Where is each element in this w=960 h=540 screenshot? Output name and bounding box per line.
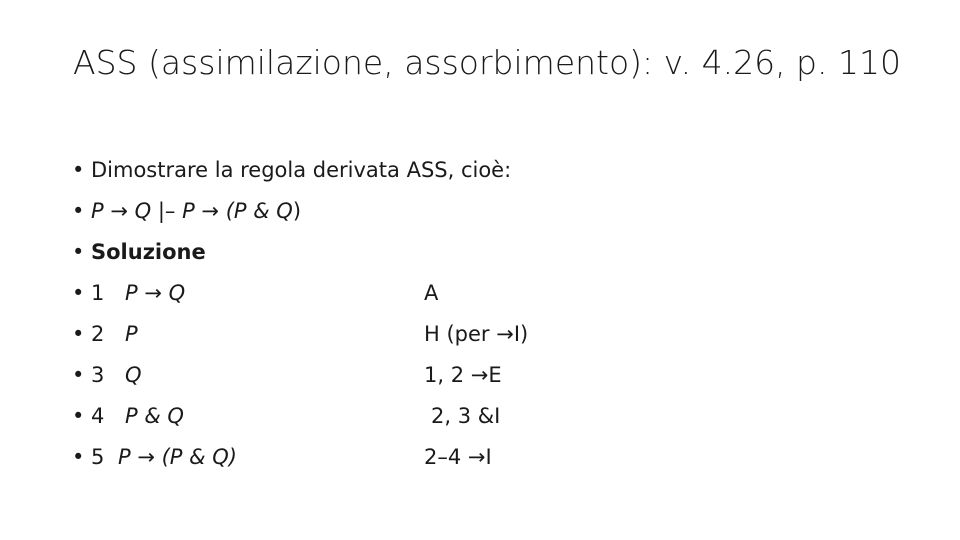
step-justification: H (per →I)	[424, 322, 529, 346]
slide-title: ASS (assimilazione, assorbimento): v. 4.26, p. 110	[73, 43, 901, 82]
intro-text: Dimostrare la regola derivata ASS, cioè:	[91, 158, 512, 182]
step-formula: P & Q	[125, 404, 184, 428]
proof-step	[72, 437, 932, 478]
proof-step	[72, 314, 932, 355]
step-number: 4	[91, 404, 105, 428]
step-formula: Q	[125, 363, 142, 387]
step-justification: A	[424, 281, 439, 305]
content-list	[72, 150, 932, 478]
list-item	[72, 150, 932, 191]
proof-step	[72, 396, 932, 437]
sequent-right-end: )	[292, 199, 302, 223]
step-number: 5	[91, 445, 105, 469]
sequent-left: P → Q	[91, 199, 152, 223]
step-number: 2	[91, 322, 105, 346]
step-number: 1	[91, 281, 105, 305]
step-number: 3	[91, 363, 105, 387]
step-formula: P → Q	[125, 281, 186, 305]
bullet: •	[72, 445, 85, 469]
step-formula: P → (P & Q)	[118, 445, 237, 469]
sequent-right-pq: P & Q	[233, 199, 293, 223]
proof-step	[72, 273, 932, 314]
bullet: •	[72, 158, 85, 182]
step-justification: 2–4 →I	[424, 445, 492, 469]
step-justification: 2, 3 &I	[431, 404, 501, 428]
bullet: •	[72, 240, 85, 264]
solution-label: Soluzione	[91, 240, 206, 264]
step-justification: 1, 2 →E	[424, 363, 502, 387]
bullet: •	[72, 322, 85, 346]
sequent-turnstile: |–	[157, 199, 176, 223]
sequent	[91, 191, 301, 232]
list-item	[72, 232, 932, 273]
sequent-right-start: P → (	[182, 199, 234, 223]
proof-step	[72, 355, 932, 396]
bullet: •	[72, 363, 85, 387]
bullet: •	[72, 281, 85, 305]
list-item	[72, 191, 932, 232]
step-formula: P	[125, 322, 138, 346]
bullet: •	[72, 404, 85, 428]
bullet: •	[72, 199, 85, 223]
